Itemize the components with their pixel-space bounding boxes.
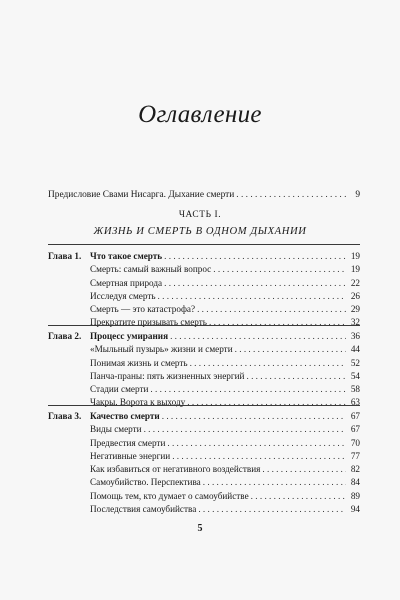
chapter-heading[interactable] — [48, 410, 360, 423]
entry-title: Стадии смерти — [90, 384, 149, 395]
divider — [48, 325, 360, 326]
entry-page: 26 — [350, 290, 360, 301]
entry-page: 67 — [350, 411, 360, 421]
entry-title: Чакры. Ворота к выходу — [90, 397, 186, 408]
toc-entry[interactable] — [48, 476, 360, 489]
toc-entry-preface[interactable] — [48, 190, 360, 200]
entry-title: Понимая жизнь и смерть — [90, 357, 188, 368]
dot-leader — [246, 370, 346, 383]
dot-leader — [144, 423, 346, 436]
entry-page: 44 — [350, 344, 360, 355]
entry-page: 19 — [350, 264, 360, 275]
entry-page: 19 — [350, 251, 360, 261]
dot-leader — [251, 490, 346, 503]
dot-leader — [197, 303, 346, 316]
entry-title: Смерть: самый важный вопрос — [90, 264, 212, 275]
divider — [48, 405, 360, 406]
chapter-heading[interactable] — [48, 250, 360, 263]
chapter-title: Что такое смерть — [90, 251, 163, 261]
entry-page: 29 — [350, 304, 360, 315]
part-title: ЖИЗНЬ И СМЕРТЬ В ОДНОМ ДЫХАНИИ — [93, 226, 307, 237]
dot-leader — [236, 190, 346, 200]
entry-title: «Мыльный пузырь» жизни и смерти — [90, 344, 233, 355]
toc-entry[interactable] — [48, 316, 360, 329]
dot-leader — [213, 263, 346, 276]
divider — [48, 244, 360, 245]
entry-title: Последствия самоубийства — [90, 504, 197, 515]
chapter-label: Глава 3. — [48, 411, 82, 421]
page-number: 5 — [197, 523, 203, 534]
dot-leader — [164, 277, 346, 290]
toc-entry[interactable] — [48, 383, 360, 396]
toc-entry[interactable] — [48, 370, 360, 383]
chapter-label: Глава 2. — [48, 331, 82, 341]
dot-leader — [162, 410, 346, 423]
toc-entry[interactable] — [48, 490, 360, 503]
entry-title: Как избавиться от негативного воздействия — [90, 464, 261, 475]
chapter-2 — [48, 330, 360, 410]
toc-title: Оглавление — [138, 101, 262, 128]
dot-leader — [170, 330, 346, 343]
toc-entry[interactable] — [48, 263, 360, 276]
entry-title: Смертная природа — [90, 277, 163, 288]
toc-entry[interactable] — [48, 277, 360, 290]
toc-entry[interactable] — [48, 303, 360, 316]
entry-page: 36 — [350, 331, 360, 341]
entry-page: 89 — [350, 490, 360, 501]
dot-leader — [203, 476, 346, 489]
toc-entry[interactable] — [48, 450, 360, 463]
entry-title: Помощь тем, кто думает о самоубийстве — [90, 490, 249, 501]
chapter-title: Качество смерти — [90, 411, 160, 421]
toc-entry[interactable] — [48, 503, 360, 516]
dot-leader — [158, 290, 346, 303]
entry-page: 67 — [350, 424, 360, 435]
entry-title: Прекратите призывать смерть — [90, 317, 207, 328]
chapter-1 — [48, 250, 360, 330]
entry-page: 54 — [350, 370, 360, 381]
entry-page: 32 — [350, 317, 360, 328]
chapter-heading[interactable] — [48, 330, 360, 343]
dot-leader — [198, 503, 346, 516]
toc-entry[interactable] — [48, 357, 360, 370]
entry-page: 77 — [350, 450, 360, 461]
entry-page: 52 — [350, 357, 360, 368]
entry-title: Смерть — это катастрофа? — [90, 304, 196, 315]
entry-title: Негативные энергии — [90, 450, 171, 461]
entry-title: Самоубийство. Перспектива — [90, 477, 201, 488]
entry-title: Виды смерти — [90, 424, 142, 435]
dot-leader — [190, 357, 346, 370]
entry-title: Предвестия смерти — [90, 437, 166, 448]
dot-leader — [262, 463, 346, 476]
toc-entry[interactable] — [48, 423, 360, 436]
entry-page: 9 — [355, 190, 360, 200]
dot-leader — [187, 396, 346, 409]
entry-page: 84 — [350, 477, 360, 488]
dot-leader — [235, 343, 346, 356]
entry-page: 70 — [350, 437, 360, 448]
entry-title: Панча-праны: пять жизненных энергий — [90, 370, 245, 381]
entry-title: Предисловие Свами Нисарга. Дыхание смерти — [48, 190, 235, 200]
toc-entry[interactable] — [48, 396, 360, 409]
entry-page: 63 — [350, 397, 360, 408]
entry-page: 22 — [350, 277, 360, 288]
toc-entry[interactable] — [48, 343, 360, 356]
dot-leader — [167, 437, 346, 450]
toc-entry[interactable] — [48, 290, 360, 303]
chapter-3 — [48, 410, 360, 516]
entry-page: 82 — [350, 464, 360, 475]
dot-leader — [172, 450, 346, 463]
dot-leader — [164, 250, 346, 263]
entry-page: 94 — [350, 504, 360, 515]
part-number: ЧАСТЬ I. — [178, 210, 222, 220]
chapter-title: Процесс умирания — [90, 331, 169, 341]
toc-entry[interactable] — [48, 437, 360, 450]
chapter-label: Глава 1. — [48, 251, 82, 261]
entry-title: Исследуя смерть — [90, 290, 156, 301]
toc-entry[interactable] — [48, 463, 360, 476]
dot-leader — [150, 383, 346, 396]
dot-leader — [209, 316, 346, 329]
entry-page: 58 — [350, 384, 360, 395]
